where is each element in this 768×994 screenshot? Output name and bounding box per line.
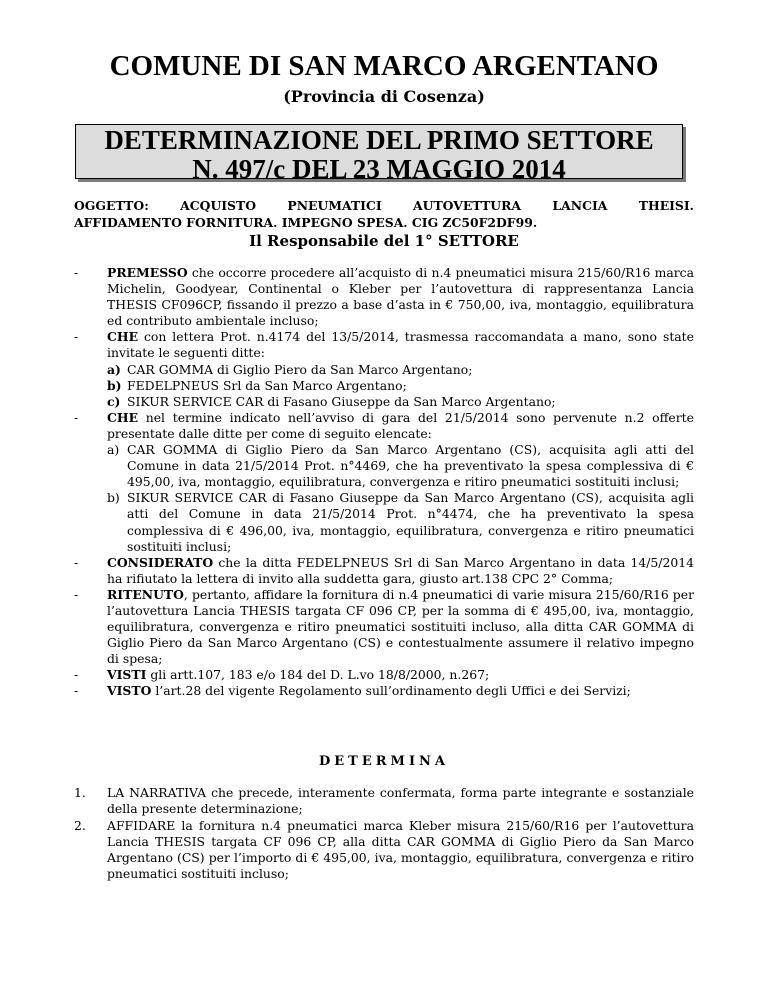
determina-heading: DETERMINA: [318, 754, 449, 769]
premise-item: [74, 683, 694, 699]
item-marker: a): [107, 361, 121, 377]
dash-bullet: -: [74, 329, 79, 345]
premise-text: che la ditta FEDELPNEUS Srl di San Marco Argentano in data 14/5/2014 ha rifiutato la lettera di invito alla suddetta gara, giusto art.138 CPC 2° Comma;: [107, 554, 694, 586]
invited-firm-item: [107, 362, 694, 378]
dash-bullet: -: [74, 586, 79, 602]
premise-keyword: RITENUTO: [107, 586, 184, 602]
premise-text: con lettera Prot. n.4174 del 13/5/2014, trasmessa raccomandata a mano, sono state invitate le seguenti ditte:: [107, 329, 694, 361]
premise-keyword: CONSIDERATO: [107, 554, 214, 570]
decision-text: AFFIDARE la fornitura n.4 pneumatici marca Kleber misura 215/60/R16 per l’autovettura Lancia THESIS targata CF 096 CP, alla ditta CAR GOMMA di Giglio Piero da San Marco Argentano (CS) per l’importo di € 495,00, iva, montaggio, equilibratura, convergenza e ritiro pneumatici sostituiti incluso;: [107, 818, 694, 882]
premise-text: , pertanto, affidare la fornitura di n.4 pneumatici di varie misura 215/60/R16 per l’autovettura Lancia THESIS targata CF 096 CP, per la somma di € 495,00, iva, montaggio, equilibratura, convergenza e ritiro pneumatici sostituiti incluso, alla ditta CAR GOMMA di Giglio Piero da San Marco Argentano (CS) e contestualmente assumere il relativo impegno di spesa;: [107, 586, 694, 667]
decision-item: [74, 818, 694, 882]
premise-item: [74, 410, 694, 555]
invited-firms-list: [107, 362, 694, 410]
premise-item: [74, 265, 694, 329]
subject-line-1: OGGETTO: ACQUISTO PNEUMATICI AUTOVETTURA LANCIA THEISI.: [74, 198, 694, 213]
item-text: FEDELPNEUS Srl da San Marco Argentano;: [127, 377, 407, 393]
subject-line-2: AFFIDAMENTO FORNITURA. IMPEGNO SPESA. CIG ZC50F2DF99.: [74, 215, 538, 230]
dash-bullet: -: [74, 554, 79, 570]
determination-title: DETERMINAZIONE DEL PRIMO SETTORE: [104, 125, 654, 155]
invited-firm-item: [107, 378, 694, 394]
decision-number: 2.: [74, 818, 86, 834]
premises-list: [74, 265, 694, 700]
municipality-title: COMUNE DI SAN MARCO ARGENTANO: [109, 50, 659, 82]
premise-keyword: VISTO: [107, 683, 152, 699]
province-subtitle: (Provincia di Cosenza): [283, 87, 485, 106]
premise-text: che occorre procedere all’acquisto di n.4 pneumatici misura 215/60/R16 marca Michelin, Goodyear, Continental o Kleber per l’autovettura di rappresentanza Lancia THESIS CF096CP, fissando il prezzo a base d’asta in € 750,00, iva, montaggio, equilibratura ed contributo ambientale incluso;: [107, 265, 694, 329]
premise-item: [74, 329, 694, 409]
item-marker: a): [107, 442, 120, 458]
offer-item: [107, 490, 694, 554]
dash-bullet: -: [74, 683, 79, 699]
premise-keyword: CHE: [107, 409, 139, 425]
responsible-heading: Il Responsabile del 1° SETTORE: [249, 232, 519, 250]
premise-item: [74, 667, 694, 683]
decision-item: [74, 785, 694, 817]
determination-box: [75, 124, 683, 184]
decision-text: LA NARRATIVA che precede, interamente confermata, forma parte integrante e sostanziale della presente determinazione;: [107, 785, 694, 817]
dash-bullet: -: [74, 409, 79, 425]
item-text: SIKUR SERVICE CAR di Fasano Giuseppe da San Marco Argentano;: [127, 393, 556, 409]
dash-bullet: -: [74, 265, 79, 280]
item-text: CAR GOMMA di Giglio Piero da San Marco Argentano (CS), acquisita agli atti del Comune in data 21/5/2014 Prot. n°4469, che ha preventivato la spesa complessiva di € 495,00, iva, montaggio, equilibratura, convergenza e ritiro pneumatici sostituiti inclusi;: [127, 442, 694, 490]
item-marker: b): [107, 377, 122, 393]
dash-bullet: -: [74, 667, 79, 683]
premise-item: [74, 587, 694, 667]
offers-list: [107, 442, 694, 555]
item-text: CAR GOMMA di Giglio Piero da San Marco Argentano;: [127, 361, 473, 377]
premise-keyword: CHE: [107, 329, 139, 345]
decisions-list: [74, 785, 694, 884]
invited-firm-item: [107, 394, 694, 410]
offer-item: [107, 442, 694, 490]
item-marker: b): [107, 490, 120, 506]
premise-keyword: PREMESSO: [107, 265, 188, 280]
subject-block: [74, 197, 694, 231]
decision-number: 1.: [74, 785, 86, 800]
item-text: SIKUR SERVICE CAR di Fasano Giuseppe da San Marco Argentano (CS), acquisita agli atti del Comune in data 21/5/2014 Prot. n°4474, che ha preventivato la spesa complessiva di € 496,00, iva, montaggio, equilibratura, convergenza e ritiro pneumatici sostituiti inclusi;: [127, 490, 694, 554]
premise-text: nel termine indicato nell’avviso di gara del 21/5/2014 sono pervenute n.2 offerte presentate dalle ditte per come di seguito elencate:: [107, 409, 694, 441]
determination-number: N. 497/c DEL 23 MAGGIO 2014: [192, 154, 566, 184]
premise-text: gli artt.107, 183 e/o 184 del D. L.vo 18/8/2000, n.267;: [146, 667, 490, 683]
item-marker: c): [107, 393, 121, 409]
premise-item: [74, 555, 694, 587]
premise-text: l’art.28 del vigente Regolamento sull’ordinamento degli Uffici e dei Servizi;: [151, 683, 631, 699]
premise-keyword: VISTI: [107, 667, 147, 683]
